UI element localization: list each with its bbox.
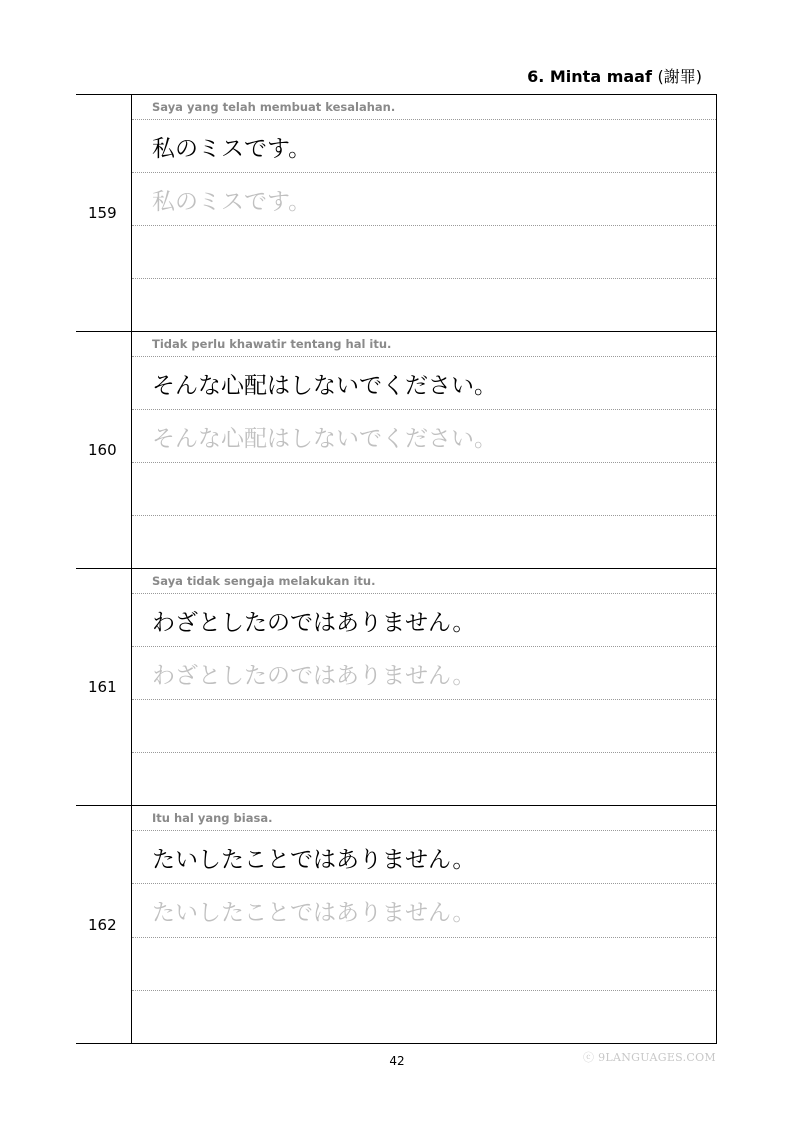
section-title-text: 6. Minta maaf [527,67,652,86]
blank-writing-line [132,279,716,331]
model-sentence: 私のミスです。 [132,120,716,173]
model-sentence: たいしたことではありません。 [132,831,716,884]
entry-number: 159 [76,95,132,331]
entry-lines [132,95,716,331]
trace-sentence: わざとしたのではありません。 [132,647,716,700]
trace-sentence: そんな心配はしないでください。 [132,410,716,463]
blank-writing-line [132,991,716,1043]
blank-writing-line [132,753,716,805]
practice-entry [76,806,716,1044]
entry-caption: Tidak perlu khawatir tentang hal itu. [132,332,716,357]
model-sentence: わざとしたのではありません。 [132,594,716,647]
entry-caption: Itu hal yang biasa. [132,806,716,831]
practice-entry [76,569,716,806]
blank-writing-line [132,516,716,568]
entry-number: 160 [76,332,132,568]
entry-caption: Saya tidak sengaja melakukan itu. [132,569,716,594]
entry-lines [132,806,716,1043]
entry-lines [132,569,716,805]
page-number: 42 [389,1054,405,1068]
trace-sentence: たいしたことではありません。 [132,884,716,937]
practice-entry [76,95,716,332]
blank-writing-line [132,938,716,991]
section-title [527,64,702,87]
copyright-watermark: ⓒ 9LANGUAGES.COM [583,1051,716,1064]
blank-writing-line [132,463,716,516]
blank-writing-line [132,700,716,753]
entry-number: 162 [76,806,132,1043]
entry-number: 161 [76,569,132,805]
section-title-cjk: (謝罪) [657,67,702,86]
blank-writing-line [132,226,716,279]
practice-entry [76,332,716,569]
trace-sentence: 私のミスです。 [132,173,716,226]
entry-lines [132,332,716,568]
practice-sheet [76,94,717,1044]
entry-caption: Saya yang telah membuat kesalahan. [132,95,716,120]
model-sentence: そんな心配はしないでください。 [132,357,716,410]
